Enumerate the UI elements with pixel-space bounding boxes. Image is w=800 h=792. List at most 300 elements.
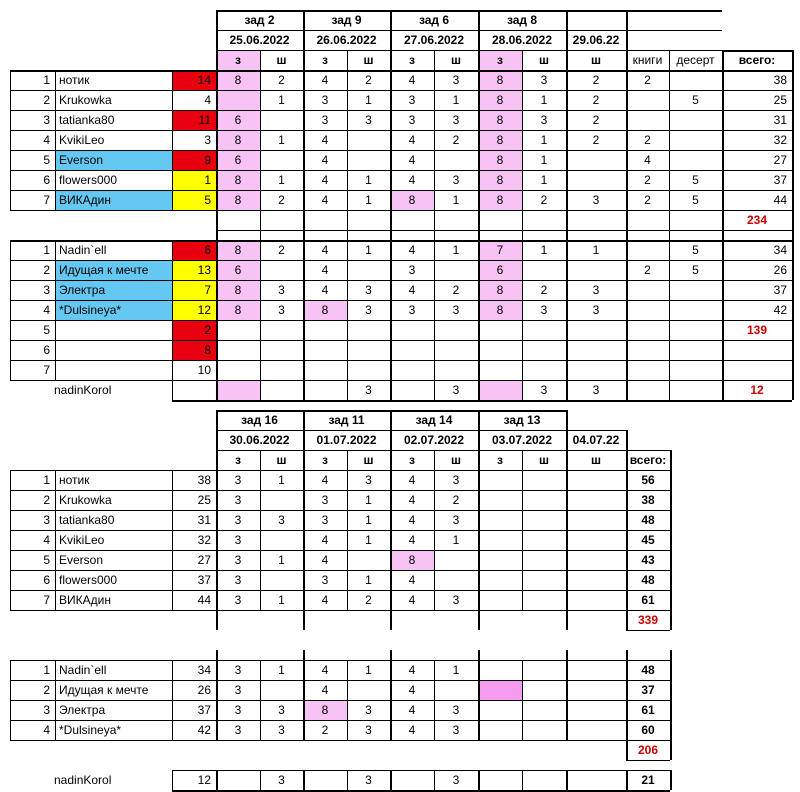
task-cell: 4 — [408, 173, 416, 187]
task-cell: 4 — [321, 263, 329, 277]
task-cell: 3 — [452, 113, 460, 127]
books-cell: 2 — [644, 263, 651, 277]
task-cell — [478, 490, 522, 510]
row-number: 3 — [43, 513, 50, 527]
grid-line — [10, 470, 11, 610]
grid-line — [172, 240, 173, 380]
task-cell — [522, 550, 566, 570]
subheader: ш — [276, 53, 287, 67]
task-cell: 2 — [452, 283, 460, 297]
task-cell — [566, 570, 626, 590]
player-score: 25 — [197, 493, 211, 507]
dessert-cell — [669, 300, 722, 320]
task-cell: 1 — [452, 663, 460, 677]
subheader: з — [322, 453, 328, 467]
grid-line — [303, 650, 305, 740]
grid-line — [55, 470, 56, 610]
task-cell — [347, 680, 390, 700]
task-cell: 3 — [234, 493, 242, 507]
grid-line — [10, 550, 670, 551]
task-cell: 4 — [408, 133, 416, 147]
player-name: Krukowka — [59, 93, 112, 107]
row-number: 4 — [43, 723, 50, 737]
task-cell — [522, 470, 566, 490]
grid-line — [10, 510, 670, 511]
task-cell — [260, 110, 303, 130]
task-cell — [390, 770, 434, 790]
task-cell — [434, 320, 478, 340]
player-score: 8 — [172, 340, 216, 360]
grid-line — [522, 770, 523, 790]
task-cell — [347, 260, 390, 280]
task-cell: 3 — [321, 513, 329, 527]
grid-line — [347, 770, 348, 790]
task-cell: 1 — [452, 533, 460, 547]
player-name: нотик — [59, 73, 90, 87]
team-sum: 234 — [746, 213, 768, 227]
grid-line — [722, 50, 792, 52]
grid-line — [10, 70, 11, 210]
task-cell — [390, 320, 434, 340]
score-table-1 — [0, 0, 800, 395]
player-name: Nadin`ell — [59, 243, 107, 257]
task-cell: 4 — [408, 153, 416, 167]
player-score: 13 — [172, 260, 216, 280]
player-name: Электра — [59, 703, 106, 717]
row-total: 26 — [773, 263, 787, 277]
grid-line — [566, 770, 568, 790]
grid-line — [10, 170, 792, 171]
task-cell — [566, 510, 626, 530]
task-cell: 4 — [321, 283, 329, 297]
task-cell: 1 — [452, 243, 460, 257]
row-number: 7 — [43, 193, 50, 207]
task-cell: 3 — [234, 723, 242, 737]
player-name: Идущая к мечте — [55, 260, 172, 280]
task-cell: 3 — [234, 683, 242, 697]
player-score: 32 — [197, 533, 211, 547]
player-name: tatianka80 — [59, 113, 115, 127]
player-score: 12 — [197, 773, 211, 787]
row-number: 3 — [43, 703, 50, 717]
task-cell: 8 — [216, 190, 260, 210]
task-cell: 2 — [540, 283, 548, 297]
books-cell: 4 — [644, 153, 651, 167]
row-total: 48 — [641, 573, 655, 587]
task-cell: 4 — [408, 703, 416, 717]
subheader: з — [409, 453, 415, 467]
task-cell: 8 — [216, 300, 260, 320]
subheader: з — [322, 53, 328, 67]
task-cell — [522, 720, 566, 740]
player-name — [55, 320, 172, 340]
grid-line — [260, 50, 261, 400]
group-date: 26.06.2022 — [316, 33, 377, 47]
task-cell: 8 — [303, 700, 347, 720]
grid-line — [347, 50, 348, 400]
dessert-cell: 5 — [692, 193, 699, 207]
books-cell — [626, 280, 669, 300]
task-cell — [347, 320, 390, 340]
books-cell: 2 — [644, 73, 651, 87]
row-number: 2 — [43, 93, 50, 107]
player-name: flowers000 — [59, 573, 118, 587]
row-total: 42 — [773, 303, 787, 317]
task-cell: 6 — [216, 260, 260, 280]
task-cell — [303, 380, 347, 400]
group-date: 30.06.2022 — [229, 433, 290, 447]
task-cell: 4 — [321, 473, 329, 487]
team-sum: 206 — [637, 743, 659, 757]
task-cell: 1 — [365, 93, 372, 107]
player-score: 10 — [197, 363, 211, 377]
task-cell — [566, 340, 626, 360]
grid-line — [390, 650, 392, 740]
task-cell: 3 — [540, 383, 548, 397]
player-score: 1 — [172, 170, 216, 190]
player-score: 26 — [197, 683, 211, 697]
row-total: 61 — [641, 703, 655, 717]
task-cell: 2 — [592, 113, 600, 127]
grid-line — [390, 410, 392, 630]
task-cell: 8 — [478, 130, 522, 150]
task-cell: 3 — [234, 663, 242, 677]
task-cell — [390, 340, 434, 360]
grid-line — [216, 30, 722, 31]
dessert-cell — [669, 280, 722, 300]
player-name: *Dulsineya* — [59, 723, 122, 737]
row-total: 44 — [773, 193, 787, 207]
task-cell: 4 — [408, 723, 416, 737]
task-cell — [522, 360, 566, 380]
task-cell — [260, 680, 303, 700]
task-cell: 4 — [408, 533, 416, 547]
grid-line — [216, 50, 722, 51]
task-cell — [260, 360, 303, 380]
grid-line — [216, 230, 792, 231]
task-cell: 3 — [592, 383, 600, 397]
grid-line — [260, 770, 261, 790]
task-cell: 3 — [321, 93, 329, 107]
grid-line — [172, 380, 173, 400]
grid-line — [216, 410, 218, 630]
task-cell: 3 — [278, 303, 285, 317]
task-cell — [566, 680, 626, 700]
task-cell: 3 — [408, 113, 416, 127]
grid-line — [10, 240, 11, 380]
task-cell: 1 — [365, 173, 372, 187]
task-cell: 1 — [540, 133, 548, 147]
task-cell — [566, 360, 626, 380]
grid-line — [626, 650, 628, 760]
task-cell — [347, 130, 390, 150]
grid-line — [670, 450, 672, 630]
grid-line — [55, 70, 56, 210]
dessert-cell: 5 — [692, 93, 699, 107]
task-cell: 8 — [216, 170, 260, 190]
task-cell: 3 — [540, 73, 548, 87]
task-cell: 8 — [390, 550, 434, 570]
grid-line — [478, 410, 480, 630]
books-cell — [626, 320, 669, 340]
task-cell — [566, 660, 626, 680]
grid-line — [10, 610, 670, 611]
row-total: 48 — [641, 513, 655, 527]
task-cell: 4 — [408, 573, 416, 587]
grid-line — [10, 260, 792, 261]
task-cell: 3 — [234, 573, 242, 587]
task-cell: 3 — [321, 573, 329, 587]
grid-line — [10, 150, 792, 151]
task-cell: 3 — [278, 723, 285, 737]
task-cell — [566, 530, 626, 550]
player-name: Krukowka — [59, 493, 112, 507]
grid-line — [10, 740, 670, 741]
task-cell: 3 — [592, 283, 600, 297]
player-score: 6 — [172, 240, 216, 260]
task-cell: 1 — [540, 153, 548, 167]
task-cell — [390, 380, 434, 400]
task-cell — [566, 590, 626, 610]
task-cell: 3 — [540, 303, 548, 317]
task-cell: 4 — [321, 593, 329, 607]
grid-line — [670, 770, 672, 790]
task-cell: 6 — [216, 150, 260, 170]
subheader: з — [216, 50, 260, 70]
row-number: 5 — [43, 323, 50, 337]
task-cell: 3 — [278, 773, 285, 787]
task-cell: 1 — [278, 173, 285, 187]
row-number: 2 — [43, 683, 50, 697]
team-sum: 339 — [637, 613, 659, 627]
task-cell: 4 — [321, 553, 329, 567]
task-cell: 3 — [408, 303, 416, 317]
dessert-cell: 5 — [692, 263, 699, 277]
grid-line — [303, 770, 305, 790]
score-table-2 — [0, 405, 800, 787]
grid-line — [10, 590, 670, 591]
grid-line — [10, 70, 792, 72]
task-cell: 8 — [478, 150, 522, 170]
task-cell: 3 — [408, 93, 416, 107]
grid-line — [303, 10, 305, 400]
group-title: зад 6 — [418, 13, 450, 27]
task-cell: 3 — [452, 473, 460, 487]
task-cell: 3 — [365, 723, 372, 737]
task-cell: 3 — [365, 303, 372, 317]
task-cell — [478, 550, 522, 570]
player-name: nadinKorol — [54, 383, 112, 397]
grid-line — [172, 400, 792, 402]
subheader: ш — [590, 53, 601, 67]
task-cell — [216, 770, 260, 790]
task-cell — [260, 490, 303, 510]
row-number: 1 — [43, 473, 50, 487]
dessert-cell — [669, 360, 722, 380]
grid-line — [10, 240, 792, 242]
grid-line — [478, 770, 480, 790]
task-cell: 3 — [278, 703, 285, 717]
task-cell: 6 — [478, 260, 522, 280]
books-cell: 2 — [644, 193, 651, 207]
grid-line — [722, 50, 724, 400]
task-cell: 8 — [478, 70, 522, 90]
subheader: ш — [450, 53, 461, 67]
row-total: 34 — [773, 243, 787, 257]
task-cell: 4 — [408, 683, 416, 697]
task-cell — [390, 360, 434, 380]
group-title: зад 14 — [415, 413, 453, 427]
task-cell — [522, 340, 566, 360]
grid-line — [792, 50, 794, 400]
row-number: 7 — [43, 593, 50, 607]
task-cell: 1 — [365, 493, 372, 507]
row-total: 61 — [641, 593, 655, 607]
task-cell: 3 — [540, 113, 548, 127]
grid-line — [172, 770, 670, 771]
row-number: 6 — [43, 173, 50, 187]
subheader: ш — [590, 453, 601, 467]
task-cell: 2 — [278, 243, 285, 257]
task-cell — [347, 340, 390, 360]
task-cell: 3 — [365, 283, 372, 297]
task-cell: 4 — [408, 493, 416, 507]
task-cell — [478, 360, 522, 380]
task-cell — [478, 340, 522, 360]
task-cell — [478, 530, 522, 550]
grid-line — [10, 380, 792, 381]
team-sum: 139 — [746, 323, 768, 337]
dessert-cell — [669, 150, 722, 170]
grid-line — [10, 90, 792, 91]
books-cell — [626, 360, 669, 380]
task-cell: 3 — [592, 193, 600, 207]
player-name — [55, 340, 172, 360]
task-cell: 4 — [408, 513, 416, 527]
grid-line — [10, 720, 670, 721]
task-cell: 4 — [408, 593, 416, 607]
task-cell: 4 — [321, 173, 329, 187]
task-cell — [522, 490, 566, 510]
task-cell: 3 — [452, 703, 460, 717]
task-cell: 3 — [365, 703, 372, 717]
player-name: Идущая к мечте — [59, 683, 149, 697]
task-cell — [478, 680, 522, 700]
task-cell — [478, 470, 522, 490]
player-name: Электра — [55, 280, 172, 300]
grid-line — [626, 10, 628, 400]
row-number: 2 — [43, 263, 50, 277]
grid-line — [216, 650, 218, 740]
task-cell: 3 — [365, 773, 372, 787]
task-cell — [260, 570, 303, 590]
row-number: 3 — [43, 113, 50, 127]
task-cell: 8 — [478, 190, 522, 210]
row-total: 38 — [641, 493, 655, 507]
grid-line — [10, 490, 670, 491]
player-name: flowers000 — [59, 173, 118, 187]
player-score: 3 — [204, 133, 211, 147]
subheader: ш — [538, 453, 549, 467]
task-cell: 1 — [452, 193, 460, 207]
group-title: зад 2 — [244, 13, 275, 27]
task-cell: 3 — [234, 553, 242, 567]
task-cell — [434, 680, 478, 700]
grid-line — [216, 10, 218, 400]
task-cell: 3 — [452, 513, 460, 527]
task-cell: 3 — [234, 533, 242, 547]
group-date: 27.06.2022 — [403, 33, 465, 47]
task-cell: 4 — [321, 533, 329, 547]
task-cell: 4 — [321, 243, 329, 257]
row-total: 12 — [750, 383, 764, 397]
task-cell: 3 — [234, 473, 242, 487]
row-number: 1 — [43, 73, 50, 87]
task-cell — [478, 660, 522, 680]
task-cell: 8 — [478, 90, 522, 110]
grid-line — [55, 240, 56, 380]
task-cell: 3 — [452, 593, 460, 607]
player-name: nadinKorol — [54, 773, 112, 787]
row-number: 3 — [43, 283, 50, 297]
player-score: 7 — [172, 280, 216, 300]
task-cell — [522, 570, 566, 590]
player-name: Everson — [59, 553, 104, 567]
task-cell — [522, 680, 566, 700]
subheader: з — [235, 453, 241, 467]
task-cell — [434, 570, 478, 590]
task-cell: 3 — [365, 473, 372, 487]
player-name: tatianka80 — [59, 513, 115, 527]
group-title: зад 11 — [328, 413, 365, 427]
task-cell — [347, 150, 390, 170]
task-cell: 7 — [478, 240, 522, 260]
subheader: ш — [450, 453, 461, 467]
task-cell: 3 — [278, 513, 285, 527]
grid-line — [478, 650, 480, 740]
task-cell: 2 — [592, 133, 600, 147]
task-cell: 3 — [234, 703, 242, 717]
dessert-cell — [669, 70, 722, 90]
task-cell: 4 — [408, 243, 416, 257]
player-score: 31 — [197, 513, 211, 527]
task-cell: 4 — [408, 663, 416, 677]
task-cell — [566, 170, 626, 190]
task-cell — [566, 700, 626, 720]
group-date: 28.06.2022 — [491, 33, 553, 47]
group-title: зад 9 — [331, 13, 362, 27]
row-number: 4 — [43, 133, 50, 147]
grid-line — [626, 770, 628, 790]
player-score: 37 — [197, 573, 211, 587]
task-cell: 1 — [278, 593, 285, 607]
task-cell: 8 — [216, 130, 260, 150]
dessert-cell — [669, 130, 722, 150]
books-cell: 2 — [644, 133, 651, 147]
task-cell — [260, 340, 303, 360]
books-header: книги — [632, 53, 663, 67]
group-date: 04.07.22 — [572, 433, 620, 447]
task-cell — [566, 320, 626, 340]
subheader: ш — [538, 53, 549, 67]
task-cell: 2 — [540, 193, 548, 207]
row-total: 45 — [641, 533, 655, 547]
task-cell: 4 — [408, 73, 416, 87]
player-score: 42 — [197, 723, 211, 737]
row-number: 1 — [43, 663, 50, 677]
group-title — [566, 10, 626, 30]
task-cell — [303, 320, 347, 340]
